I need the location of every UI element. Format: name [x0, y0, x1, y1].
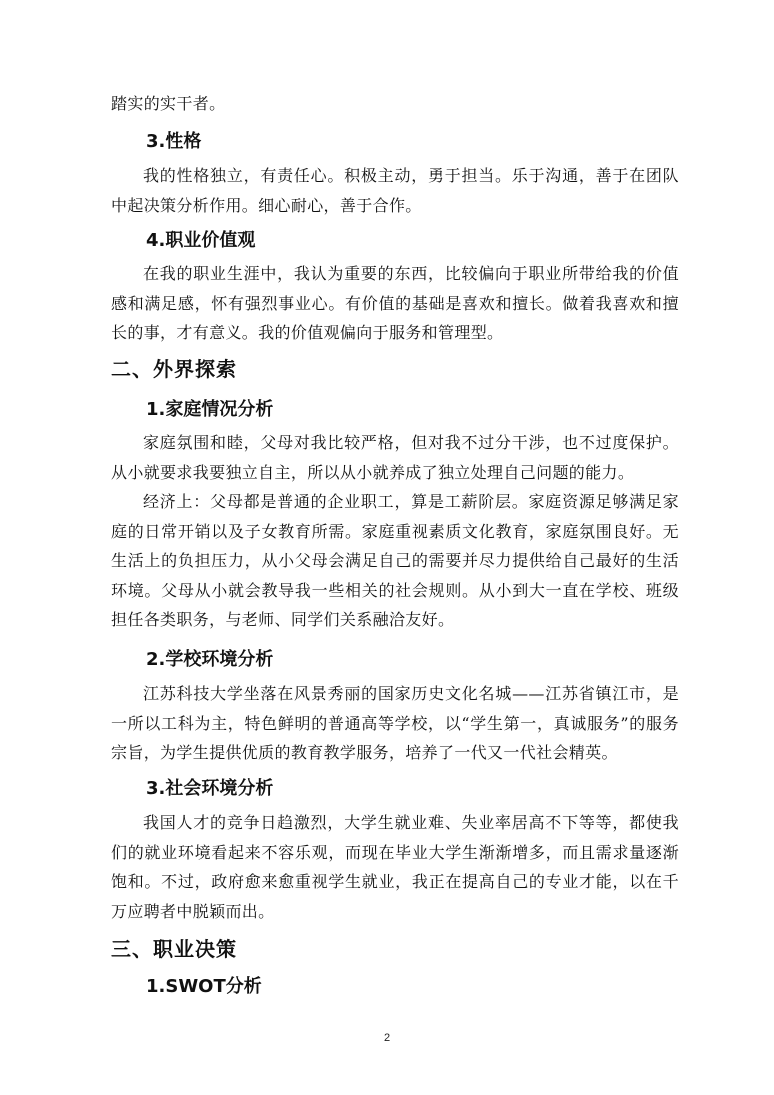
paragraph-family-2: 经济上：父母都是普通的企业职工，算是工薪阶层。家庭资源足够满足家庭的日常开销以及子女教育所需。家庭重视素质文化教育，家庭氛围良好。无生活上的负担压力，从小父母会满足自己的需要并尽力提供给自己最好的生活环境。父母从小就会教导我一些相关的社会规则。从小到大一直在学校、班级担任各类职务，与老师、同学们关系融洽友好。: [111, 492, 679, 629]
page-number: 2: [383, 1032, 391, 1044]
heading-character: 3.性格: [146, 131, 202, 152]
paragraph-career-values: 在我的职业生涯中，我认为重要的东西，比较偏向于职业所带给我的价值感和满足感，怀有强烈事业心。有价值的基础是喜欢和擅长。做着我喜欢和擅长的事，才有意义。我的价值观偏向于服务和管理型。: [111, 264, 679, 342]
paragraph-society: 我国人才的竞争日趋激烈，大学生就业难、失业率居高不下等等，都使我们的就业环境看起来不容乐观，而现在毕业大学生渐渐增多，而且需求量逐渐饱和。不过，政府愈来愈重视学生就业，我正在提高自己的专业才能，以在千万应聘者中脱颖而出。: [111, 813, 679, 921]
paragraph-school: 江苏科技大学坐落在风景秀丽的国家历史文化名城——江苏省镇江市，是一所以工科为主，特色鲜明的普通高等学校，以“学生第一，真诚服务”的服务宗旨，为学生提供优质的教育教学服务，培养了一代又一代社会精英。: [111, 684, 679, 762]
heading-career-values: 4.职业价值观: [146, 230, 256, 251]
heading-swot-analysis: 1.SWOT分析: [146, 976, 262, 997]
heading-school-analysis: 2.学校环境分析: [146, 649, 274, 670]
paragraph-character: 我的性格独立，有责任心。积极主动，勇于担当。乐于沟通，善于在团队中起决策分析作用。细心耐心，善于合作。: [111, 166, 679, 215]
heading-society-analysis: 3.社会环境分析: [146, 778, 274, 799]
paragraph-family-1: 家庭氛围和睦，父母对我比较严格，但对我不过分干涉，也不过度保护。从小就要求我要独立自主，所以从小就养成了独立处理自己问题的能力。: [111, 433, 679, 482]
section-heading-external-exploration: 二、外界探索: [111, 357, 237, 381]
heading-family-analysis: 1.家庭情况分析: [146, 399, 274, 420]
paragraph-carryover: 踏实的实干者。: [111, 94, 226, 113]
section-heading-career-decision: 三、职业决策: [111, 937, 237, 961]
